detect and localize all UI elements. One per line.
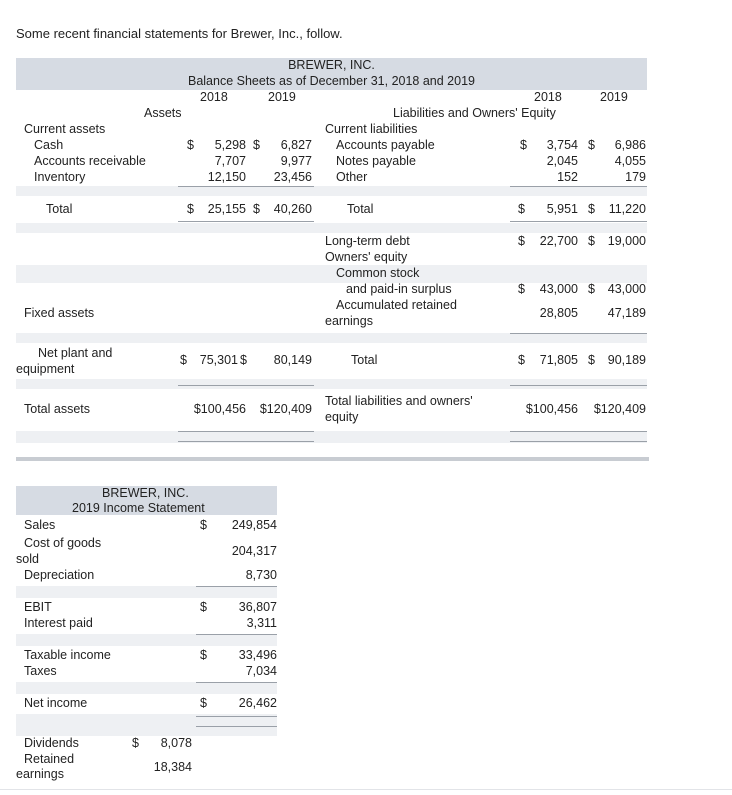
band [16,634,277,646]
dividends-cur: $ [132,736,139,750]
bs-company: BREWER, INC. [288,58,375,72]
band [16,714,277,736]
total-cl-2018: 5,951 [546,202,578,216]
common-stock-label-1: Common stock [336,266,420,280]
band [16,586,277,598]
dividends-value: 8,078 [160,736,192,750]
total-cl-cur-2018: $ [518,202,525,216]
ap-cur-2018: $ [520,138,527,152]
rule [510,333,647,334]
rule [178,431,314,432]
band [16,186,647,196]
ebit-label: EBIT [24,600,52,614]
rule [178,221,314,222]
taxable-value: 33,496 [238,648,277,662]
inventory-2019: 23,456 [273,170,312,184]
bs-year-2018-left: 2018 [200,90,228,104]
interest-value: 3,311 [246,616,277,630]
net-plant-2018: 75,301 [199,353,238,367]
net-plant-2019: 80,149 [273,353,312,367]
retained-2018: 28,805 [539,306,578,320]
retained-is-label-2: earnings [16,767,64,781]
assets-header: Assets [144,106,182,120]
total-cl-label: Total [347,202,374,216]
cash-cur-2018: $ [187,138,194,152]
current-assets-label: Current assets [24,122,106,136]
bs-year-2019-left: 2019 [268,90,296,104]
net-plant-label-1: Net plant and [38,346,113,360]
band [16,265,647,283]
bottom-rule [0,789,732,790]
cash-2019: 6,827 [280,138,312,152]
taxable-label: Taxable income [24,648,111,662]
total-ca-label: Total [46,202,73,216]
rule [196,716,277,717]
total-le-label-1: Total liabilities and owners' [325,394,473,408]
rule [196,726,277,727]
total-le-2019: $120,409 [593,402,646,416]
common-stock-2018: 43,000 [539,282,578,296]
ar-2019: 9,977 [280,154,312,168]
ltd-cur-2019: $ [588,234,595,248]
rule [178,186,314,187]
band [16,682,277,694]
net-income-label: Net income [24,696,88,710]
ap-label: Accounts payable [336,138,435,152]
rule [510,385,647,386]
bs-year-2018-right: 2018 [534,90,562,104]
total-eq-2019: 90,189 [607,353,646,367]
rule [196,634,277,635]
retained-2019: 47,189 [607,306,646,320]
cogs-value: 204,317 [231,544,277,558]
common-stock-label-2: and paid-in surplus [346,282,452,296]
ltd-2019: 19,000 [607,234,646,248]
ar-label: Accounts receivable [34,154,146,168]
other-2019: 179 [625,170,646,184]
total-ca-cur-2019: $ [253,202,260,216]
depreciation-value: 8,730 [245,568,277,582]
total-cl-2019: 11,220 [608,202,646,216]
owners-equity-label: Owners' equity [325,250,408,264]
common-stock-cur-2019: $ [588,282,595,296]
common-stock-cur-2018: $ [518,282,525,296]
retained-is-value: 18,384 [153,760,192,774]
taxes-value: 7,034 [245,664,277,678]
ltd-2018: 22,700 [539,234,578,248]
total-assets-2018: $100,456 [193,402,246,416]
other-2018: 152 [557,170,578,184]
net-plant-cur-2019: $ [240,353,247,367]
inventory-label: Inventory [34,170,86,184]
sales-cur: $ [200,518,207,532]
other-label: Other [336,170,368,184]
dividends-label: Dividends [24,736,79,750]
band [16,379,647,389]
is-company: BREWER, INC. [102,486,189,500]
rule [196,586,277,587]
total-eq-label: Total [351,353,378,367]
section-divider [16,457,649,461]
retained-is-label-1: Retained [24,752,75,766]
np-label: Notes payable [336,154,416,168]
current-liab-label: Current liabilities [325,122,418,136]
total-ca-2019: 40,260 [273,202,312,216]
total-le-2018: $100,456 [525,402,578,416]
ap-2018: 3,754 [546,138,578,152]
cash-cur-2019: $ [253,138,260,152]
rule [510,186,647,187]
ebit-value: 36,807 [238,600,277,614]
retained-label-2: earnings [325,314,373,328]
cogs-label-1: Cost of goods [24,536,102,550]
rule [510,221,647,222]
cogs-label-2: sold [16,552,39,566]
band [16,333,647,343]
intro-text: Some recent financial statements for Brewer, Inc., follow. [16,26,343,41]
rule [510,441,647,442]
inventory-2018: 12,150 [207,170,246,184]
total-assets-2019: $120,409 [259,402,312,416]
liabilities-header: Liabilities and Owners' Equity [393,106,556,120]
total-eq-cur-2018: $ [518,353,525,367]
ap-2019: 6,986 [614,138,646,152]
rule [178,441,314,442]
ltd-cur-2018: $ [518,234,525,248]
ap-cur-2019: $ [588,138,595,152]
net-income-value: 26,462 [238,696,277,710]
ar-2018: 7,707 [214,154,246,168]
rule [196,682,277,683]
total-ca-cur-2018: $ [187,202,194,216]
ebit-cur: $ [200,600,207,614]
common-stock-2019: 43,000 [607,282,646,296]
fixed-assets-label: Fixed assets [24,306,95,320]
cash-2018: 5,298 [214,138,246,152]
is-title: 2019 Income Statement [72,501,205,515]
band [16,223,647,233]
net-plant-cur-2018: $ [180,353,187,367]
total-eq-2018: 71,805 [539,353,578,367]
sales-label: Sales [24,518,56,532]
total-cl-cur-2019: $ [588,202,595,216]
net-income-cur: $ [200,696,207,710]
sales-value: 249,854 [231,518,277,532]
np-2018: 2,045 [546,154,578,168]
ltd-label: Long-term debt [325,234,410,248]
total-assets-label: Total assets [24,402,91,416]
taxes-label: Taxes [24,664,57,678]
taxable-cur: $ [200,648,207,662]
rule [510,431,647,432]
total-le-label-2: equity [325,410,359,424]
depreciation-label: Depreciation [24,568,95,582]
rule [178,385,314,386]
total-eq-cur-2019: $ [588,353,595,367]
retained-label-1: Accumulated retained [336,298,457,312]
bs-title: Balance Sheets as of December 31, 2018 and 2019 [187,74,475,88]
total-ca-2018: 25,155 [207,202,246,216]
interest-label: Interest paid [24,616,93,630]
net-plant-label-2: equipment [16,362,75,376]
cash-label: Cash [34,138,64,152]
np-2019: 4,055 [614,154,646,168]
bs-year-2019-right: 2019 [600,90,628,104]
